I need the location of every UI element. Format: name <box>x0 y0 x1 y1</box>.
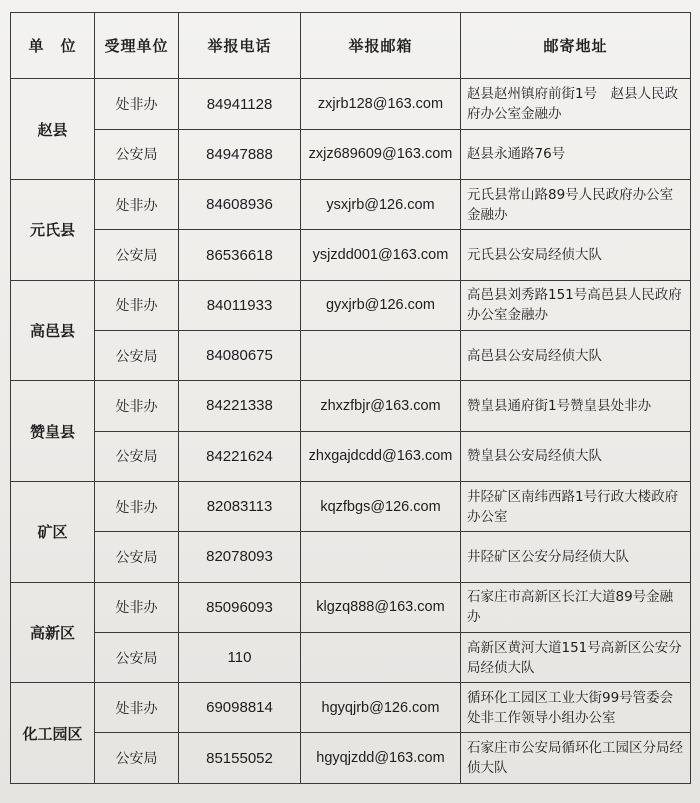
phone-cell: 110 <box>179 632 301 682</box>
table-row <box>11 733 691 784</box>
receiving-unit-cell: 公安局 <box>95 632 179 682</box>
address-cell: 高邑县公安局经侦大队 <box>461 330 691 380</box>
unit-name-cell: 赵县 <box>11 79 95 180</box>
unit-name-cell: 赞皇县 <box>11 381 95 482</box>
address-cell: 井陉矿区南纬西路1号行政大楼政府办公室 <box>461 481 691 531</box>
email-cell: klgzq888@163.com <box>301 582 461 632</box>
phone-cell: 86536618 <box>179 230 301 280</box>
receiving-unit-cell: 处非办 <box>95 381 179 431</box>
table-row <box>11 582 691 632</box>
phone-cell: 69098814 <box>179 683 301 733</box>
address-cell: 元氏县公安局经侦大队 <box>461 230 691 280</box>
table-row <box>11 431 691 481</box>
email-cell: hgyqjrb@126.com <box>301 683 461 733</box>
email-cell: kqzfbgs@126.com <box>301 481 461 531</box>
phone-cell: 82078093 <box>179 532 301 582</box>
email-cell: ysjzdd001@163.com <box>301 230 461 280</box>
email-cell <box>301 330 461 380</box>
address-cell: 元氏县常山路89号人民政府办公室金融办 <box>461 180 691 230</box>
email-cell: zxjz689609@163.com <box>301 129 461 179</box>
table-row <box>11 481 691 531</box>
table-row <box>11 280 691 330</box>
receiving-unit-cell: 公安局 <box>95 129 179 179</box>
unit-name-cell: 元氏县 <box>11 180 95 281</box>
address-cell: 井陉矿区公安分局经侦大队 <box>461 532 691 582</box>
email-cell: gyxjrb@126.com <box>301 280 461 330</box>
address-cell: 高新区黄河大道151号高新区公安分局经侦大队 <box>461 632 691 682</box>
receiving-unit-cell: 公安局 <box>95 431 179 481</box>
phone-cell: 85155052 <box>179 733 301 784</box>
email-cell: zhxzfbjr@163.com <box>301 381 461 431</box>
table-row <box>11 632 691 682</box>
report-contact-table <box>10 12 691 784</box>
address-cell: 高邑县刘秀路151号高邑县人民政府办公室金融办 <box>461 280 691 330</box>
address-cell: 赞皇县通府街1号赞皇县处非办 <box>461 381 691 431</box>
phone-cell: 84080675 <box>179 330 301 380</box>
email-cell: hgyqjzdd@163.com <box>301 733 461 784</box>
table-row <box>11 330 691 380</box>
receiving-unit-cell: 处非办 <box>95 582 179 632</box>
receiving-unit-cell: 公安局 <box>95 733 179 784</box>
phone-cell: 84941128 <box>179 79 301 129</box>
unit-name-cell: 高新区 <box>11 582 95 683</box>
phone-cell: 84608936 <box>179 180 301 230</box>
email-cell <box>301 632 461 682</box>
receiving-unit-cell: 公安局 <box>95 230 179 280</box>
receiving-unit-cell: 处非办 <box>95 180 179 230</box>
header-mailing-address: 邮寄地址 <box>461 13 691 79</box>
table-row <box>11 683 691 733</box>
table-row <box>11 230 691 280</box>
address-cell: 石家庄市高新区长江大道89号金融办 <box>461 582 691 632</box>
header-receiving-unit: 受理单位 <box>95 13 179 79</box>
header-row <box>11 13 691 79</box>
email-cell: ysxjrb@126.com <box>301 180 461 230</box>
table-row <box>11 129 691 179</box>
header-report-email: 举报邮箱 <box>301 13 461 79</box>
receiving-unit-cell: 公安局 <box>95 330 179 380</box>
receiving-unit-cell: 处非办 <box>95 79 179 129</box>
address-cell: 石家庄市公安局循环化工园区分局经侦大队 <box>461 733 691 784</box>
email-cell <box>301 532 461 582</box>
phone-cell: 82083113 <box>179 481 301 531</box>
table-row <box>11 79 691 129</box>
receiving-unit-cell: 公安局 <box>95 532 179 582</box>
table-row <box>11 381 691 431</box>
address-cell: 赞皇县公安局经侦大队 <box>461 431 691 481</box>
email-cell: zhxgajdcdd@163.com <box>301 431 461 481</box>
phone-cell: 84947888 <box>179 129 301 179</box>
unit-name-cell: 化工园区 <box>11 683 95 784</box>
unit-name-cell: 矿区 <box>11 481 95 582</box>
header-unit: 单 位 <box>11 13 95 79</box>
receiving-unit-cell: 处非办 <box>95 280 179 330</box>
table-row <box>11 532 691 582</box>
phone-cell: 84221338 <box>179 381 301 431</box>
email-cell: zxjrb128@163.com <box>301 79 461 129</box>
address-cell: 赵县赵州镇府前街1号 赵县人民政府办公室金融办 <box>461 79 691 129</box>
phone-cell: 85096093 <box>179 582 301 632</box>
unit-name-cell: 高邑县 <box>11 280 95 381</box>
table-row <box>11 180 691 230</box>
header-report-phone: 举报电话 <box>179 13 301 79</box>
address-cell: 循环化工园区工业大街99号管委会处非工作领导小组办公室 <box>461 683 691 733</box>
receiving-unit-cell: 处非办 <box>95 683 179 733</box>
phone-cell: 84221624 <box>179 431 301 481</box>
phone-cell: 84011933 <box>179 280 301 330</box>
address-cell: 赵县永通路76号 <box>461 129 691 179</box>
receiving-unit-cell: 处非办 <box>95 481 179 531</box>
